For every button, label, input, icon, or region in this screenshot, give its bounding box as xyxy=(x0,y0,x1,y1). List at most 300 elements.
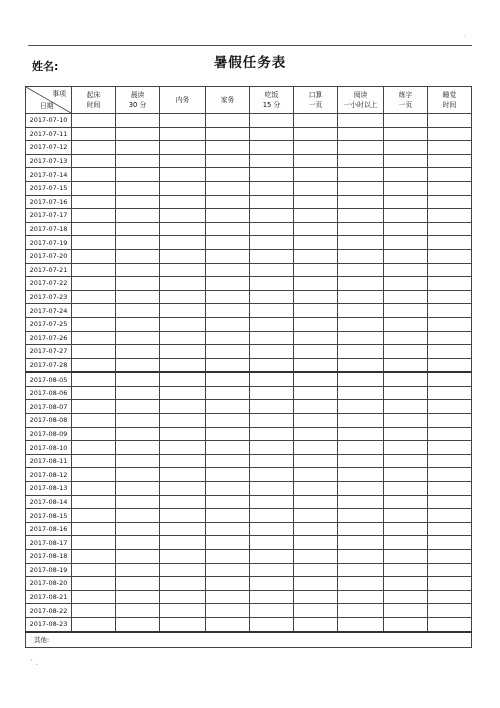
task-cell[interactable] xyxy=(72,317,116,331)
task-cell[interactable] xyxy=(116,154,160,168)
task-cell[interactable] xyxy=(250,590,294,604)
task-cell[interactable] xyxy=(72,536,116,550)
task-cell[interactable] xyxy=(294,236,338,250)
task-cell[interactable] xyxy=(428,372,472,386)
task-cell[interactable] xyxy=(384,304,428,318)
task-cell[interactable] xyxy=(294,509,338,523)
task-cell[interactable] xyxy=(160,536,206,550)
task-cell[interactable] xyxy=(72,441,116,455)
task-cell[interactable] xyxy=(338,263,384,277)
task-cell[interactable] xyxy=(428,509,472,523)
task-cell[interactable] xyxy=(160,604,206,618)
task-cell[interactable] xyxy=(428,563,472,577)
task-cell[interactable] xyxy=(428,168,472,182)
task-cell[interactable] xyxy=(160,290,206,304)
task-cell[interactable] xyxy=(160,550,206,564)
task-cell[interactable] xyxy=(116,522,160,536)
task-cell[interactable] xyxy=(116,181,160,195)
task-cell[interactable] xyxy=(250,577,294,591)
task-cell[interactable] xyxy=(250,441,294,455)
task-cell[interactable] xyxy=(116,577,160,591)
task-cell[interactable] xyxy=(116,236,160,250)
task-cell[interactable] xyxy=(206,372,250,386)
task-cell[interactable] xyxy=(206,195,250,209)
task-cell[interactable] xyxy=(160,181,206,195)
task-cell[interactable] xyxy=(428,400,472,414)
task-cell[interactable] xyxy=(160,222,206,236)
task-cell[interactable] xyxy=(384,468,428,482)
task-cell[interactable] xyxy=(338,345,384,359)
task-cell[interactable] xyxy=(72,168,116,182)
task-cell[interactable] xyxy=(116,127,160,141)
task-cell[interactable] xyxy=(72,482,116,496)
task-cell[interactable] xyxy=(160,263,206,277)
task-cell[interactable] xyxy=(384,509,428,523)
task-cell[interactable] xyxy=(116,304,160,318)
task-cell[interactable] xyxy=(160,468,206,482)
task-cell[interactable] xyxy=(294,141,338,155)
task-cell[interactable] xyxy=(384,345,428,359)
task-cell[interactable] xyxy=(428,127,472,141)
task-cell[interactable] xyxy=(338,617,384,631)
task-cell[interactable] xyxy=(250,386,294,400)
task-cell[interactable] xyxy=(206,154,250,168)
task-cell[interactable] xyxy=(206,331,250,345)
task-cell[interactable] xyxy=(160,617,206,631)
task-cell[interactable] xyxy=(384,617,428,631)
task-cell[interactable] xyxy=(72,290,116,304)
task-cell[interactable] xyxy=(206,114,250,128)
task-cell[interactable] xyxy=(116,441,160,455)
task-cell[interactable] xyxy=(116,482,160,496)
task-cell[interactable] xyxy=(116,495,160,509)
task-cell[interactable] xyxy=(294,482,338,496)
task-cell[interactable] xyxy=(206,236,250,250)
task-cell[interactable] xyxy=(72,249,116,263)
task-cell[interactable] xyxy=(294,400,338,414)
task-cell[interactable] xyxy=(428,358,472,372)
task-cell[interactable] xyxy=(428,604,472,618)
task-cell[interactable] xyxy=(428,522,472,536)
task-cell[interactable] xyxy=(116,277,160,291)
task-cell[interactable] xyxy=(294,249,338,263)
task-cell[interactable] xyxy=(384,577,428,591)
task-cell[interactable] xyxy=(206,317,250,331)
task-cell[interactable] xyxy=(206,563,250,577)
task-cell[interactable] xyxy=(384,181,428,195)
task-cell[interactable] xyxy=(160,414,206,428)
task-cell[interactable] xyxy=(160,141,206,155)
task-cell[interactable] xyxy=(206,345,250,359)
task-cell[interactable] xyxy=(428,454,472,468)
task-cell[interactable] xyxy=(384,427,428,441)
task-cell[interactable] xyxy=(250,400,294,414)
task-cell[interactable] xyxy=(384,222,428,236)
task-cell[interactable] xyxy=(384,263,428,277)
task-cell[interactable] xyxy=(72,414,116,428)
task-cell[interactable] xyxy=(116,317,160,331)
task-cell[interactable] xyxy=(338,509,384,523)
task-cell[interactable] xyxy=(294,468,338,482)
task-cell[interactable] xyxy=(160,441,206,455)
task-cell[interactable] xyxy=(160,209,206,223)
task-cell[interactable] xyxy=(384,168,428,182)
task-cell[interactable] xyxy=(294,495,338,509)
task-cell[interactable] xyxy=(160,358,206,372)
task-cell[interactable] xyxy=(250,509,294,523)
task-cell[interactable] xyxy=(72,604,116,618)
task-cell[interactable] xyxy=(250,195,294,209)
task-cell[interactable] xyxy=(72,277,116,291)
task-cell[interactable] xyxy=(116,114,160,128)
task-cell[interactable] xyxy=(160,345,206,359)
task-cell[interactable] xyxy=(116,168,160,182)
task-cell[interactable] xyxy=(160,563,206,577)
task-cell[interactable] xyxy=(250,563,294,577)
task-cell[interactable] xyxy=(72,263,116,277)
task-cell[interactable] xyxy=(116,590,160,604)
task-cell[interactable] xyxy=(160,195,206,209)
task-cell[interactable] xyxy=(384,141,428,155)
task-cell[interactable] xyxy=(428,482,472,496)
task-cell[interactable] xyxy=(160,168,206,182)
task-cell[interactable] xyxy=(116,509,160,523)
task-cell[interactable] xyxy=(160,454,206,468)
task-cell[interactable] xyxy=(160,400,206,414)
task-cell[interactable] xyxy=(206,304,250,318)
task-cell[interactable] xyxy=(384,114,428,128)
task-cell[interactable] xyxy=(72,222,116,236)
task-cell[interactable] xyxy=(116,358,160,372)
task-cell[interactable] xyxy=(250,454,294,468)
task-cell[interactable] xyxy=(428,468,472,482)
task-cell[interactable] xyxy=(294,454,338,468)
task-cell[interactable] xyxy=(72,454,116,468)
task-cell[interactable] xyxy=(384,290,428,304)
task-cell[interactable] xyxy=(160,127,206,141)
task-cell[interactable] xyxy=(116,414,160,428)
task-cell[interactable] xyxy=(72,154,116,168)
task-cell[interactable] xyxy=(250,495,294,509)
task-cell[interactable] xyxy=(338,522,384,536)
task-cell[interactable] xyxy=(428,304,472,318)
task-cell[interactable] xyxy=(72,304,116,318)
task-cell[interactable] xyxy=(428,114,472,128)
task-cell[interactable] xyxy=(428,495,472,509)
task-cell[interactable] xyxy=(338,604,384,618)
task-cell[interactable] xyxy=(206,441,250,455)
task-cell[interactable] xyxy=(384,386,428,400)
task-cell[interactable] xyxy=(250,317,294,331)
task-cell[interactable] xyxy=(428,550,472,564)
task-cell[interactable] xyxy=(206,522,250,536)
task-cell[interactable] xyxy=(294,195,338,209)
task-cell[interactable] xyxy=(338,372,384,386)
task-cell[interactable] xyxy=(206,290,250,304)
task-cell[interactable] xyxy=(72,331,116,345)
task-cell[interactable] xyxy=(338,222,384,236)
task-cell[interactable] xyxy=(294,372,338,386)
task-cell[interactable] xyxy=(428,441,472,455)
task-cell[interactable] xyxy=(294,222,338,236)
task-cell[interactable] xyxy=(384,441,428,455)
task-cell[interactable] xyxy=(250,372,294,386)
task-cell[interactable] xyxy=(206,590,250,604)
task-cell[interactable] xyxy=(250,414,294,428)
task-cell[interactable] xyxy=(338,400,384,414)
task-cell[interactable] xyxy=(294,441,338,455)
task-cell[interactable] xyxy=(116,345,160,359)
task-cell[interactable] xyxy=(116,209,160,223)
task-cell[interactable] xyxy=(338,141,384,155)
task-cell[interactable] xyxy=(160,590,206,604)
task-cell[interactable] xyxy=(338,536,384,550)
task-cell[interactable] xyxy=(338,195,384,209)
task-cell[interactable] xyxy=(72,114,116,128)
task-cell[interactable] xyxy=(206,400,250,414)
task-cell[interactable] xyxy=(160,317,206,331)
task-cell[interactable] xyxy=(338,154,384,168)
task-cell[interactable] xyxy=(206,454,250,468)
task-cell[interactable] xyxy=(384,209,428,223)
task-cell[interactable] xyxy=(72,590,116,604)
task-cell[interactable] xyxy=(250,290,294,304)
task-cell[interactable] xyxy=(206,509,250,523)
task-cell[interactable] xyxy=(384,154,428,168)
task-cell[interactable] xyxy=(294,604,338,618)
task-cell[interactable] xyxy=(294,154,338,168)
task-cell[interactable] xyxy=(250,617,294,631)
task-cell[interactable] xyxy=(206,577,250,591)
task-cell[interactable] xyxy=(250,236,294,250)
task-cell[interactable] xyxy=(250,141,294,155)
task-cell[interactable] xyxy=(250,468,294,482)
task-cell[interactable] xyxy=(72,386,116,400)
task-cell[interactable] xyxy=(116,536,160,550)
task-cell[interactable] xyxy=(384,400,428,414)
task-cell[interactable] xyxy=(338,168,384,182)
task-cell[interactable] xyxy=(338,454,384,468)
task-cell[interactable] xyxy=(294,358,338,372)
task-cell[interactable] xyxy=(160,522,206,536)
task-cell[interactable] xyxy=(338,482,384,496)
task-cell[interactable] xyxy=(72,127,116,141)
other-notes-cell[interactable]: 其他: xyxy=(26,632,472,648)
task-cell[interactable] xyxy=(116,617,160,631)
task-cell[interactable] xyxy=(160,154,206,168)
task-cell[interactable] xyxy=(428,427,472,441)
task-cell[interactable] xyxy=(428,263,472,277)
task-cell[interactable] xyxy=(250,482,294,496)
task-cell[interactable] xyxy=(206,604,250,618)
task-cell[interactable] xyxy=(250,181,294,195)
task-cell[interactable] xyxy=(250,209,294,223)
task-cell[interactable] xyxy=(72,400,116,414)
task-cell[interactable] xyxy=(428,590,472,604)
task-cell[interactable] xyxy=(294,277,338,291)
task-cell[interactable] xyxy=(206,468,250,482)
task-cell[interactable] xyxy=(116,195,160,209)
task-cell[interactable] xyxy=(116,372,160,386)
task-cell[interactable] xyxy=(338,209,384,223)
task-cell[interactable] xyxy=(338,358,384,372)
task-cell[interactable] xyxy=(338,127,384,141)
task-cell[interactable] xyxy=(160,304,206,318)
task-cell[interactable] xyxy=(160,372,206,386)
task-cell[interactable] xyxy=(206,249,250,263)
task-cell[interactable] xyxy=(294,427,338,441)
task-cell[interactable] xyxy=(294,386,338,400)
task-cell[interactable] xyxy=(294,345,338,359)
task-cell[interactable] xyxy=(72,509,116,523)
task-cell[interactable] xyxy=(160,495,206,509)
task-cell[interactable] xyxy=(116,263,160,277)
task-cell[interactable] xyxy=(206,222,250,236)
task-cell[interactable] xyxy=(250,550,294,564)
task-cell[interactable] xyxy=(428,331,472,345)
task-cell[interactable] xyxy=(338,331,384,345)
task-cell[interactable] xyxy=(250,154,294,168)
task-cell[interactable] xyxy=(160,277,206,291)
task-cell[interactable] xyxy=(206,414,250,428)
task-cell[interactable] xyxy=(250,263,294,277)
task-cell[interactable] xyxy=(294,127,338,141)
task-cell[interactable] xyxy=(206,181,250,195)
task-cell[interactable] xyxy=(428,536,472,550)
task-cell[interactable] xyxy=(294,209,338,223)
task-cell[interactable] xyxy=(250,114,294,128)
task-cell[interactable] xyxy=(428,222,472,236)
task-cell[interactable] xyxy=(338,249,384,263)
task-cell[interactable] xyxy=(206,386,250,400)
task-cell[interactable] xyxy=(206,141,250,155)
task-cell[interactable] xyxy=(294,290,338,304)
task-cell[interactable] xyxy=(428,386,472,400)
task-cell[interactable] xyxy=(294,536,338,550)
task-cell[interactable] xyxy=(250,536,294,550)
task-cell[interactable] xyxy=(428,617,472,631)
task-cell[interactable] xyxy=(250,345,294,359)
task-cell[interactable] xyxy=(116,604,160,618)
task-cell[interactable] xyxy=(384,454,428,468)
task-cell[interactable] xyxy=(294,550,338,564)
task-cell[interactable] xyxy=(250,277,294,291)
task-cell[interactable] xyxy=(116,222,160,236)
task-cell[interactable] xyxy=(116,249,160,263)
task-cell[interactable] xyxy=(428,577,472,591)
task-cell[interactable] xyxy=(72,195,116,209)
task-cell[interactable] xyxy=(206,127,250,141)
task-cell[interactable] xyxy=(428,414,472,428)
task-cell[interactable] xyxy=(384,522,428,536)
task-cell[interactable] xyxy=(428,290,472,304)
task-cell[interactable] xyxy=(384,331,428,345)
task-cell[interactable] xyxy=(294,617,338,631)
task-cell[interactable] xyxy=(428,141,472,155)
task-cell[interactable] xyxy=(116,386,160,400)
task-cell[interactable] xyxy=(160,577,206,591)
task-cell[interactable] xyxy=(428,154,472,168)
task-cell[interactable] xyxy=(116,454,160,468)
task-cell[interactable] xyxy=(338,468,384,482)
task-cell[interactable] xyxy=(338,563,384,577)
task-cell[interactable] xyxy=(294,304,338,318)
task-cell[interactable] xyxy=(294,317,338,331)
task-cell[interactable] xyxy=(294,114,338,128)
task-cell[interactable] xyxy=(72,372,116,386)
task-cell[interactable] xyxy=(428,277,472,291)
task-cell[interactable] xyxy=(160,482,206,496)
task-cell[interactable] xyxy=(338,236,384,250)
task-cell[interactable] xyxy=(294,414,338,428)
task-cell[interactable] xyxy=(250,127,294,141)
task-cell[interactable] xyxy=(294,263,338,277)
task-cell[interactable] xyxy=(294,331,338,345)
task-cell[interactable] xyxy=(384,482,428,496)
task-cell[interactable] xyxy=(384,372,428,386)
task-cell[interactable] xyxy=(338,181,384,195)
task-cell[interactable] xyxy=(72,468,116,482)
task-cell[interactable] xyxy=(206,495,250,509)
task-cell[interactable] xyxy=(72,563,116,577)
task-cell[interactable] xyxy=(338,441,384,455)
task-cell[interactable] xyxy=(294,563,338,577)
task-cell[interactable] xyxy=(206,277,250,291)
task-cell[interactable] xyxy=(160,114,206,128)
task-cell[interactable] xyxy=(206,550,250,564)
task-cell[interactable] xyxy=(384,414,428,428)
task-cell[interactable] xyxy=(72,236,116,250)
task-cell[interactable] xyxy=(384,563,428,577)
task-cell[interactable] xyxy=(384,536,428,550)
task-cell[interactable] xyxy=(116,290,160,304)
task-cell[interactable] xyxy=(250,358,294,372)
task-cell[interactable] xyxy=(160,236,206,250)
task-cell[interactable] xyxy=(116,550,160,564)
task-cell[interactable] xyxy=(160,249,206,263)
task-cell[interactable] xyxy=(338,590,384,604)
task-cell[interactable] xyxy=(338,386,384,400)
task-cell[interactable] xyxy=(428,317,472,331)
task-cell[interactable] xyxy=(428,249,472,263)
task-cell[interactable] xyxy=(250,222,294,236)
task-cell[interactable] xyxy=(206,358,250,372)
task-cell[interactable] xyxy=(294,181,338,195)
task-cell[interactable] xyxy=(250,522,294,536)
task-cell[interactable] xyxy=(116,400,160,414)
task-cell[interactable] xyxy=(384,317,428,331)
task-cell[interactable] xyxy=(206,617,250,631)
task-cell[interactable] xyxy=(338,414,384,428)
task-cell[interactable] xyxy=(250,168,294,182)
task-cell[interactable] xyxy=(384,277,428,291)
task-cell[interactable] xyxy=(338,577,384,591)
task-cell[interactable] xyxy=(338,277,384,291)
task-cell[interactable] xyxy=(338,304,384,318)
task-cell[interactable] xyxy=(338,427,384,441)
task-cell[interactable] xyxy=(72,617,116,631)
task-cell[interactable] xyxy=(384,236,428,250)
task-cell[interactable] xyxy=(206,168,250,182)
task-cell[interactable] xyxy=(116,427,160,441)
task-cell[interactable] xyxy=(338,317,384,331)
task-cell[interactable] xyxy=(160,427,206,441)
task-cell[interactable] xyxy=(428,236,472,250)
task-cell[interactable] xyxy=(116,331,160,345)
task-cell[interactable] xyxy=(72,495,116,509)
task-cell[interactable] xyxy=(206,263,250,277)
task-cell[interactable] xyxy=(116,141,160,155)
